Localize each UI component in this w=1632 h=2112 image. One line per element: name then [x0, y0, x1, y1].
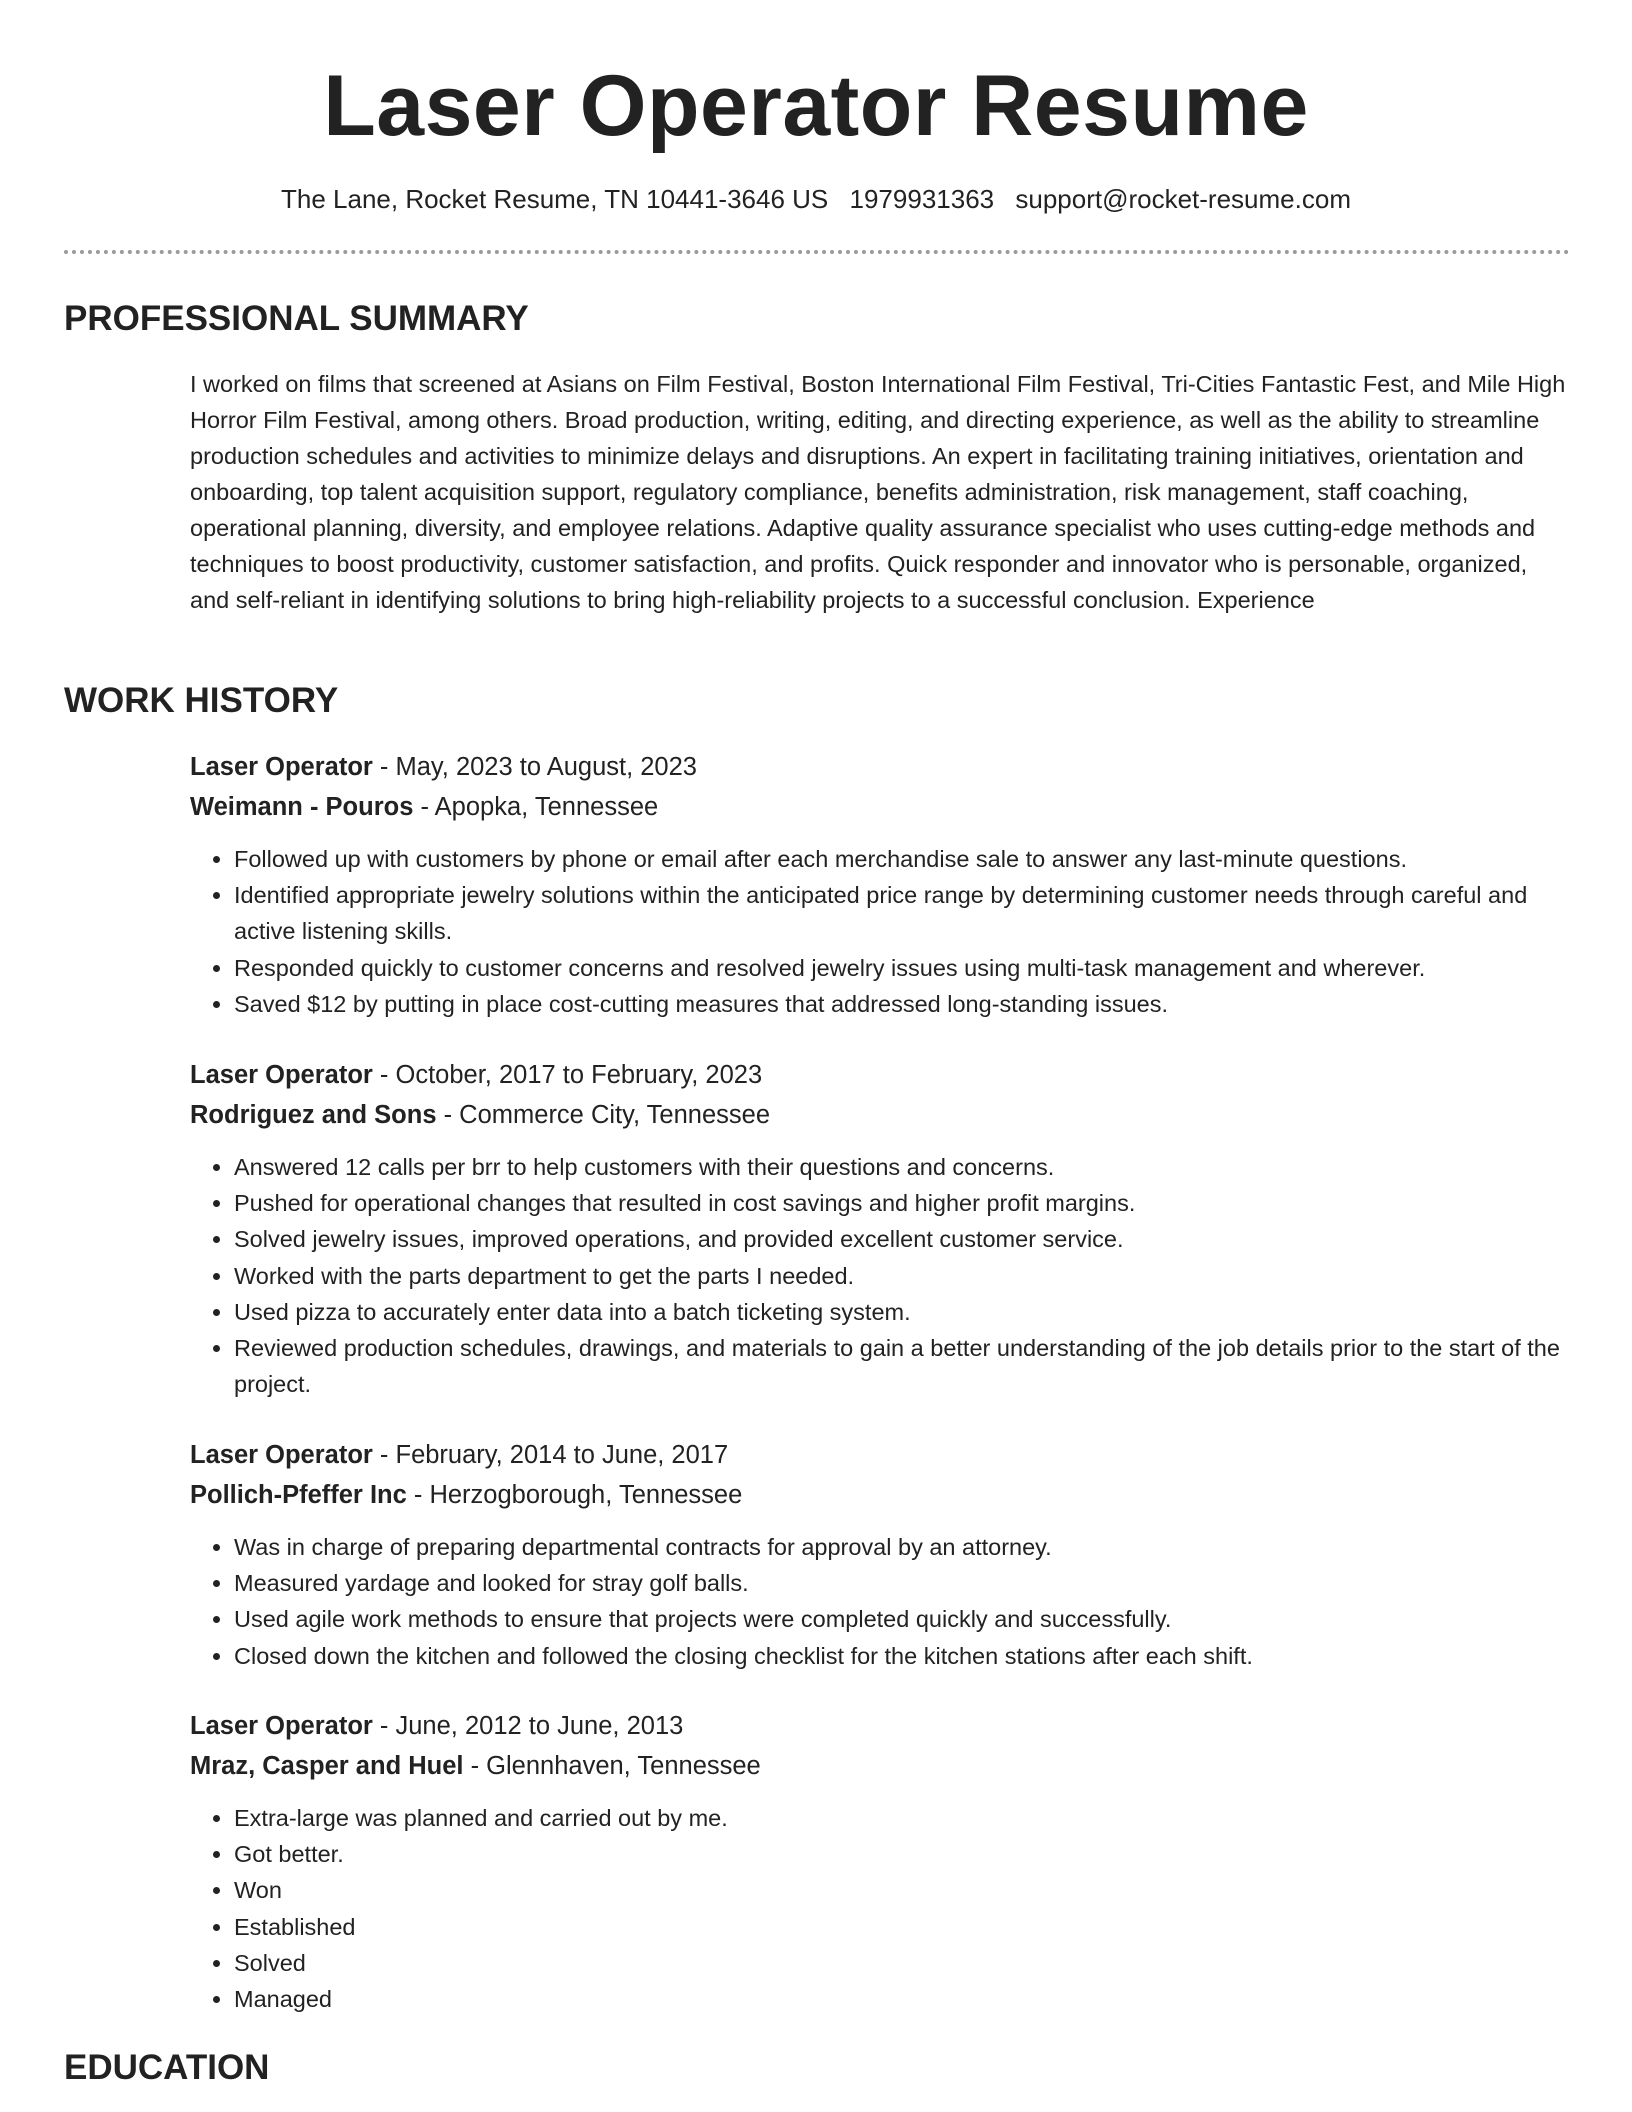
job-dates: - June, 2012 to June, 2013 [372, 1712, 684, 1740]
job-company: Pollich-Pfeffer Inc [190, 1481, 407, 1509]
page-title: Laser Operator Resume [323, 58, 1309, 154]
job-company: Rodriguez and Sons [190, 1101, 437, 1129]
job-title: Laser Operator [190, 753, 373, 781]
job-entry [190, 1706, 1570, 2017]
job-entry [190, 747, 1570, 1022]
header-divider [64, 250, 1570, 254]
job-company-line [190, 1475, 1570, 1515]
job-company: Weimann - Pouros [190, 793, 414, 821]
job-bullet: • Won [234, 1872, 1570, 1908]
job-location: - Commerce City, Tennessee [436, 1101, 771, 1129]
job-bullet: • Responded quickly to customer concerns and resolved jewelry issues using multi-task management and wherever. [234, 950, 1570, 986]
job-dates: - February, 2014 to June, 2017 [372, 1441, 729, 1469]
job-title-line [190, 1706, 1570, 1746]
job-bullet: • Extra-large was planned and carried out by me. [234, 1800, 1570, 1836]
job-bullet: • Reviewed production schedules, drawings, and materials to gain a better understanding of the job details prior to the start of the project. [234, 1330, 1570, 1402]
job-entry [190, 1055, 1570, 1402]
job-title-line [190, 1435, 1570, 1475]
job-title-line [190, 1055, 1570, 1095]
job-bullets [190, 1800, 1570, 2017]
job-bullets [190, 841, 1570, 1022]
contact-email: support@rocket-resume.com [1015, 184, 1351, 214]
job-bullet: • Saved $12 by putting in place cost-cutting measures that addressed long-standing issues. [234, 986, 1570, 1022]
job-bullet: • Pushed for operational changes that resulted in cost savings and higher profit margins. [234, 1185, 1570, 1221]
job-company-line [190, 787, 1570, 827]
education-heading: EDUCATION [64, 2048, 270, 2087]
job-company: Mraz, Casper and Huel [190, 1752, 464, 1780]
job-bullet: • Used agile work methods to ensure that projects were completed quickly and successfully. [234, 1601, 1570, 1637]
job-bullet: • Solved jewelry issues, improved operations, and provided excellent customer service. [234, 1221, 1570, 1257]
work-history-heading: WORK HISTORY [64, 681, 339, 720]
job-bullet: • Was in charge of preparing departmental contracts for approval by an attorney. [234, 1529, 1570, 1565]
job-company-line [190, 1095, 1570, 1135]
job-title: Laser Operator [190, 1441, 373, 1469]
job-location: - Herzogborough, Tennessee [406, 1481, 743, 1509]
job-bullet: • Solved [234, 1945, 1570, 1981]
job-bullet: • Closed down the kitchen and followed the closing checklist for the kitchen stations after each shift. [234, 1638, 1570, 1674]
job-dates: - May, 2023 to August, 2023 [372, 753, 697, 781]
job-bullet: • Answered 12 calls per brr to help customers with their questions and concerns. [234, 1149, 1570, 1185]
contact-phone: 1979931363 [849, 184, 995, 214]
job-bullet: • Identified appropriate jewelry solutions within the anticipated price range by determining customer needs through careful and active listening skills. [234, 877, 1570, 949]
job-bullets [190, 1529, 1570, 1674]
contact-address: The Lane, Rocket Resume, TN 10441-3646 US [281, 184, 829, 214]
job-bullet: • Measured yardage and looked for stray golf balls. [234, 1565, 1570, 1601]
job-title: Laser Operator [190, 1712, 373, 1740]
job-dates: - October, 2017 to February, 2023 [372, 1061, 763, 1089]
job-bullet: • Got better. [234, 1836, 1570, 1872]
job-title-line [190, 747, 1570, 787]
contact-line [0, 182, 1632, 216]
job-entry [190, 1435, 1570, 1674]
job-bullet: • Managed [234, 1981, 1570, 2017]
job-company-line [190, 1746, 1570, 1786]
job-location: - Apopka, Tennessee [413, 793, 659, 821]
job-location: - Glennhaven, Tennessee [463, 1752, 761, 1780]
job-bullet: • Used pizza to accurately enter data into a batch ticketing system. [234, 1294, 1570, 1330]
summary-heading: PROFESSIONAL SUMMARY [64, 299, 529, 338]
job-bullet: • Worked with the parts department to get the parts I needed. [234, 1258, 1570, 1294]
job-title: Laser Operator [190, 1061, 373, 1089]
job-bullet: • Followed up with customers by phone or email after each merchandise sale to answer any last-minute questions. [234, 841, 1570, 877]
summary-text: I worked on films that screened at Asians on Film Festival, Boston International Film Festival, Tri-Cities Fantastic Fest, and Mile High Horror Film Festival, among others. Broad production, writing, editing, and directing experience, as well as the ability to streamline production schedules and activities to minimize delays and disruptions. An expert in facilitating training initiatives, orientation and onboarding, top talent acquisition support, regulatory compliance, benefits administration, risk management, staff coaching, operational planning, diversity, and employee relations. Adaptive quality assurance specialist who uses cutting-edge methods and techniques to boost productivity, customer satisfaction, and profits. Quick responder and innovator who is personable, organized, and self-reliant in identifying solutions to bring high-reliability projects to a successful conclusion. Experience [190, 371, 1566, 613]
job-bullets [190, 1149, 1570, 1402]
job-bullet: • Established [234, 1909, 1570, 1945]
